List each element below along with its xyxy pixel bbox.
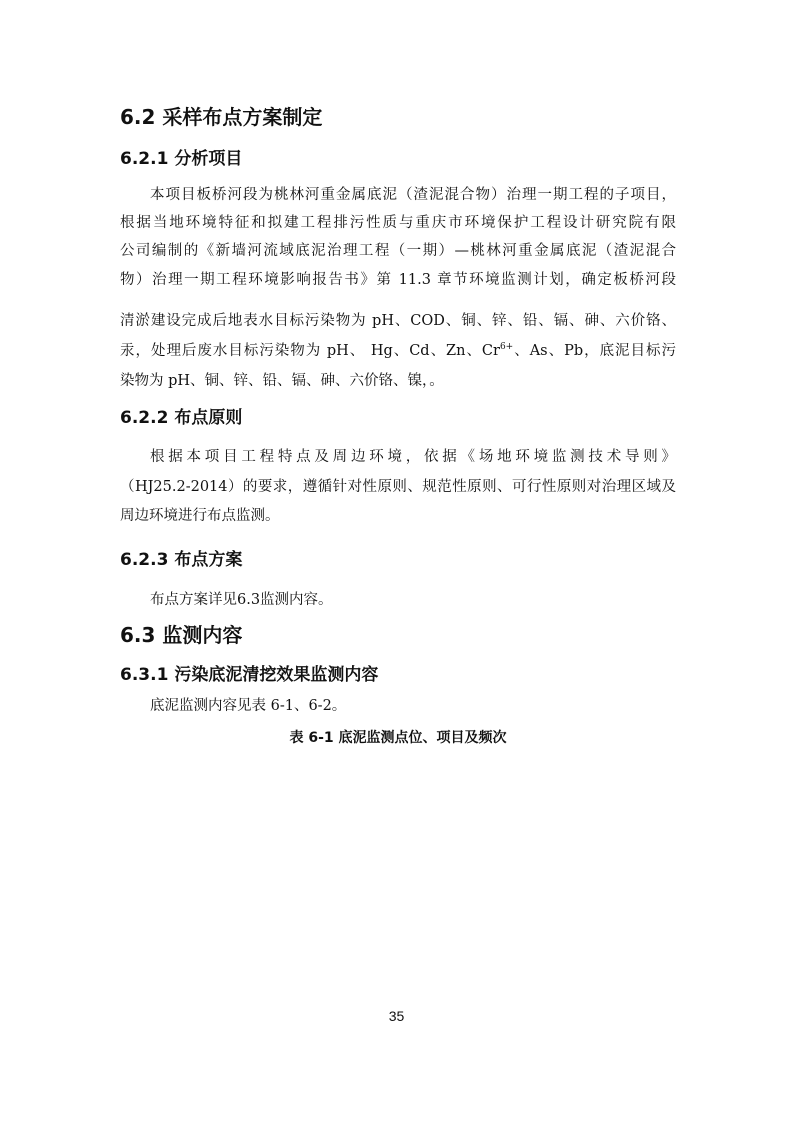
paragraph-line: 物）治理一期工程环境影响报告书》第 11.3 章节环境监测计划，确定板桥河段 [120,272,676,288]
section-6-3-1-heading: 6.3.1 污染底泥清挖效果监测内容 [120,665,379,685]
paragraph-line: 染物为 pH、铜、锌、铅、镉、砷、六价铬、镍，。 [120,373,444,389]
paragraph-line: 本项目板桥河段为桃林河重金属底泥（渣泥混合物）治理一期工程的子项目， [150,187,676,203]
text-fragment: 、As、Pb，底泥目标污 [513,343,676,359]
superscript: 6+ [499,342,514,353]
section-6-3-heading: 6.3 监测内容 [120,623,243,647]
section-6-2-3-heading: 6.2.3 布点方案 [120,550,243,570]
paragraph-line: 布点方案详见6.3监测内容。 [150,592,333,608]
section-6-2-2-heading: 6.2.2 布点原则 [120,408,243,428]
paragraph-line-with-superscript [120,341,676,361]
text-fragment: 汞，处理后废水目标污染物为 pH、 Hg、Cd、Zn、Cr [120,343,500,359]
paragraph-line: （HJ25.2-2014）的要求，遵循针对性原则、规范性原则、可行性原则对治理区域及 [120,479,676,495]
paragraph-line: 根据本项目工程特点及周边环境，依据《场地环境监测技术导则》 [150,449,676,465]
paragraph-line: 清淤建设完成后地表水目标污染物为 pH、COD、铜、锌、铅、镉、砷、六价铬、 [120,313,676,329]
paragraph-line: 公司编制的《新墙河流域底泥治理工程（一期）—桃林河重金属底泥（渣泥混合 [120,243,676,259]
table-caption: 表 6-1 底泥监测点位、项目及频次 [289,730,507,746]
page-number: 35 [388,1008,405,1024]
section-6-2-1-heading: 6.2.1 分析项目 [120,149,243,169]
paragraph-line: 周边环境进行布点监测。 [120,508,280,524]
section-6-2-heading: 6.2 采样布点方案制定 [120,105,323,129]
paragraph-line: 底泥监测内容见表 6-1、6-2。 [150,698,347,714]
paragraph-line: 根据当地环境特征和拟建工程排污性质与重庆市环境保护工程设计研究院有限 [120,215,676,231]
